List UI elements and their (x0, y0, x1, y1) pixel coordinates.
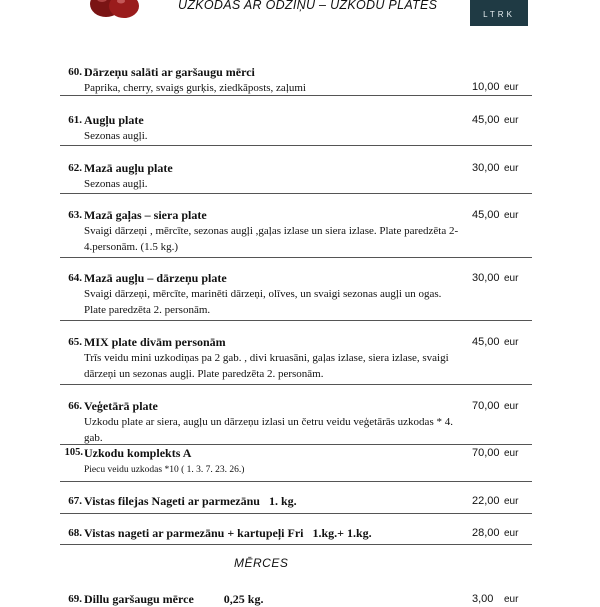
item-name: Uzkodu komplekts A (84, 446, 192, 460)
item-number: 60. (68, 66, 82, 78)
item-number: 105. (64, 447, 83, 458)
ltrk-logo (470, 0, 528, 26)
item-price: 30,00 (472, 162, 500, 174)
item-currency: eur (504, 496, 519, 507)
page-title: UZKODAS AR ODZIŅU – UZKODU PLATES (178, 0, 438, 12)
item-name: Mazā gaļas – siera plate (84, 208, 207, 222)
item-number: 68. (68, 527, 82, 539)
item-currency: eur (504, 337, 519, 348)
item-price: 28,00 (472, 527, 500, 539)
item-name: MIX plate divām personām (84, 335, 226, 349)
item-description: Sezonas augļi. (84, 178, 148, 190)
cherries-icon (86, 0, 142, 22)
item-currency: eur (504, 594, 519, 605)
item-description: Trīs veidu mini uzkodiņas pa 2 gab. , divi kruasāni, gaļas izlase, siera izlase, svaigi dārzeņi un sezonas augļi. Plate paredzēta 2. personām. (84, 352, 449, 380)
item-currency: eur (504, 401, 519, 412)
item-price: 70,00 (472, 400, 500, 412)
section-title-sauces: MĒRCES (234, 556, 289, 570)
divider (60, 384, 532, 385)
item-number: 65. (68, 336, 82, 348)
divider (60, 544, 532, 545)
logo-text: LTRK (483, 10, 515, 19)
item-description: Svaigi dārzeņi, mērcīte, marinēti dārzeņi, olīves, un svaigi sezonas augļi un ogas. Plate paredzēta 2. personām. (84, 288, 442, 316)
item-number: 67. (68, 495, 82, 507)
item-description: Piecu veidu uzkodas *10 ( 1. 3. 7. 23. 26.) (84, 465, 245, 475)
item-description: Svaigi dārzeņi , mērcīte, sezonas augļi ,gaļas izlase un siera izlase. Plate paredzēta 2-4.personām. (1.5 kg.) (84, 225, 459, 253)
item-number: 63. (68, 209, 82, 221)
item-description: Paprika, cherry, svaigs gurķis, ziedkāposts, zaļumi (84, 82, 306, 94)
divider (60, 444, 532, 445)
item-number: 66. (68, 400, 82, 412)
item-number: 69. (68, 593, 82, 605)
item-name: Veģetārā plate (84, 399, 158, 413)
item-price: 22,00 (472, 495, 500, 507)
item-name: Vistas nageti ar parmezānu + kartupeļi Fri 1.kg.+ 1.kg. (84, 526, 372, 540)
item-currency: eur (504, 448, 519, 459)
item-currency: eur (504, 210, 519, 221)
item-currency: eur (504, 528, 519, 539)
item-name: Vistas filejas Nageti ar parmezānu 1. kg. (84, 494, 297, 508)
item-name: Augļu plate (84, 113, 144, 127)
divider (60, 513, 532, 514)
item-price: 45,00 (472, 209, 500, 221)
item-price: 30,00 (472, 272, 500, 284)
item-currency: eur (504, 273, 519, 284)
item-currency: eur (504, 163, 519, 174)
item-price: 45,00 (472, 114, 500, 126)
item-name: Dillu garšaugu mērce 0,25 kg. (84, 592, 264, 606)
item-description: Uzkodu plate ar siera, augļu un dārzeņu izlasi un četru veidu veģetārās uzkodas * 4. gab. (84, 416, 453, 444)
divider (60, 481, 532, 482)
item-number: 62. (68, 162, 82, 174)
item-currency: eur (504, 82, 519, 93)
item-name: Mazā augļu plate (84, 161, 173, 175)
item-currency: eur (504, 115, 519, 126)
item-name: Dārzeņu salāti ar garšaugu mērci (84, 65, 255, 79)
divider (60, 95, 532, 96)
item-price: 45,00 (472, 336, 500, 348)
item-price: 70,00 (472, 447, 500, 459)
divider (60, 193, 532, 194)
item-number: 64. (68, 272, 82, 284)
item-name: Mazā augļu – dārzeņu plate (84, 271, 227, 285)
divider (60, 320, 532, 321)
divider (60, 257, 532, 258)
item-description: Sezonas augļi. (84, 130, 148, 142)
divider (60, 145, 532, 146)
item-price: 10,00 (472, 81, 500, 93)
item-number: 61. (68, 114, 82, 126)
item-price: 3,00 (472, 593, 494, 605)
